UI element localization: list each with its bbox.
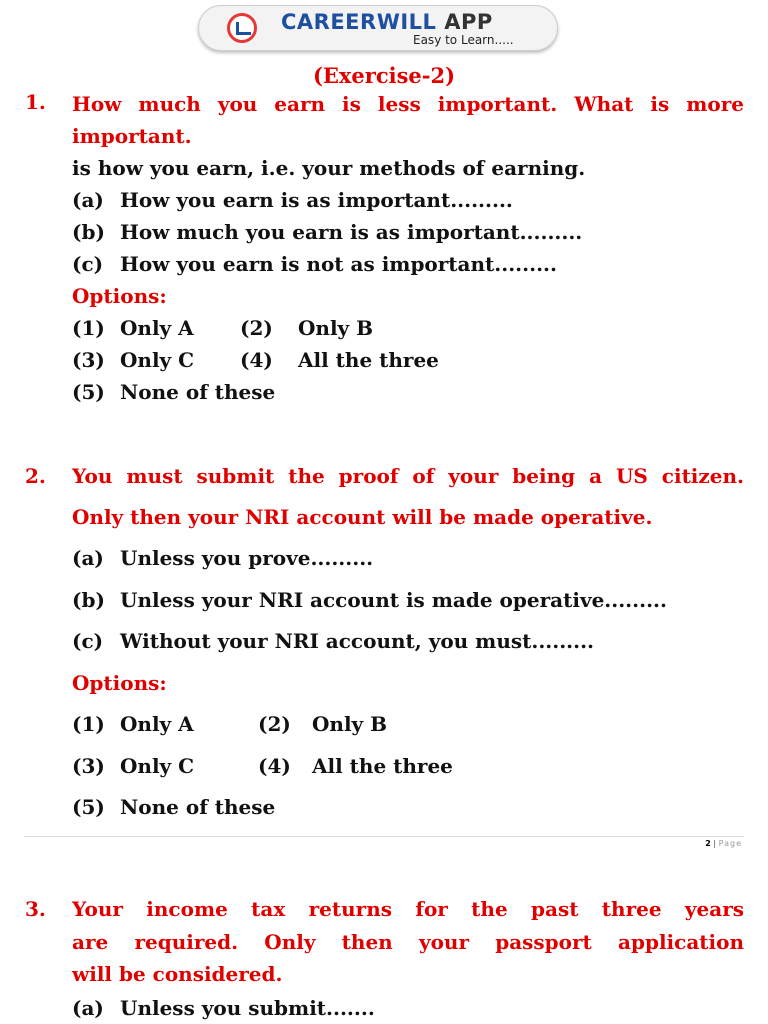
question-1-continuation: is how you earn, i.e. your methods of earning. xyxy=(72,156,586,180)
statement-label: (b) xyxy=(72,588,105,612)
option-text: None of these xyxy=(120,380,276,404)
q1-statement-a xyxy=(72,188,513,212)
question-2-text-line2: Only then your NRI account will be made operative. xyxy=(72,505,653,529)
option-text: Only A xyxy=(120,712,194,736)
statement-text: How much you earn is as important......... xyxy=(120,220,583,244)
question-3-text-line2: are required. Only then your passport application xyxy=(72,930,744,954)
option-text: None of these xyxy=(120,795,276,819)
question-2-number: 2. xyxy=(25,464,46,488)
q2-option-2 xyxy=(258,712,387,736)
statement-text: Unless your NRI account is made operative......... xyxy=(120,588,667,612)
option-text: Only A xyxy=(120,316,194,340)
statement-text: Without your NRI account, you must......... xyxy=(120,629,595,653)
q2-statement-b xyxy=(72,588,667,612)
q1-option-1 xyxy=(72,316,194,340)
page-footer xyxy=(705,839,742,848)
option-label: (1) xyxy=(72,316,105,340)
question-1-number: 1. xyxy=(25,90,46,114)
q1-option-5 xyxy=(72,380,275,404)
option-label: (1) xyxy=(72,712,105,736)
option-label: (2) xyxy=(240,316,273,340)
question-1-text-line1: How much you earn is less important. What is more xyxy=(72,92,744,116)
statement-label: (c) xyxy=(72,629,104,653)
option-label: (3) xyxy=(72,348,105,372)
option-label: (4) xyxy=(258,754,291,778)
statement-text: Unless you submit....... xyxy=(120,996,375,1020)
option-label: (5) xyxy=(72,380,105,404)
q3-statement-a xyxy=(72,996,375,1020)
q1-option-2 xyxy=(240,316,373,340)
option-text: Only B xyxy=(312,712,388,736)
page-divider xyxy=(24,836,744,837)
option-text: Only C xyxy=(120,348,195,372)
q2-statement-a xyxy=(72,546,373,570)
q1-statement-c xyxy=(72,252,557,276)
q1-statement-b xyxy=(72,220,582,244)
page-separator: | xyxy=(710,839,719,848)
logo-brand-part2: APP xyxy=(444,10,493,34)
option-text: All the three xyxy=(298,348,439,372)
q1-option-4 xyxy=(240,348,439,372)
question-3-number: 3. xyxy=(25,897,46,921)
option-text: Only B xyxy=(298,316,374,340)
q2-statement-c xyxy=(72,629,594,653)
option-label: (2) xyxy=(258,712,291,736)
question-2-text-line1: You must submit the proof of your being a US citizen. xyxy=(72,464,744,488)
option-label: (5) xyxy=(72,795,105,819)
logo-brand-part1: CAREERWILL xyxy=(281,10,437,34)
option-label: (4) xyxy=(240,348,273,372)
q2-option-5 xyxy=(72,795,275,819)
exercise-title: (Exercise-2) xyxy=(312,63,456,88)
page-label: Page xyxy=(718,839,742,848)
option-text: All the three xyxy=(312,754,453,778)
logo-brand xyxy=(281,10,493,34)
q2-options-heading: Options: xyxy=(72,671,167,695)
statement-text: How you earn is not as important......... xyxy=(120,252,557,276)
q1-options-heading: Options: xyxy=(72,284,167,308)
q1-option-3 xyxy=(72,348,194,372)
page-number: 2 xyxy=(705,839,711,848)
statement-label: (a) xyxy=(72,546,104,570)
option-text: Only C xyxy=(120,754,195,778)
statement-text: How you earn is as important......... xyxy=(120,188,513,212)
q2-option-4 xyxy=(258,754,453,778)
logo-mark-icon xyxy=(227,13,257,43)
statement-label: (c) xyxy=(72,252,104,276)
statement-label: (a) xyxy=(72,996,104,1020)
option-label: (3) xyxy=(72,754,105,778)
question-3-text-line1: Your income tax returns for the past three years xyxy=(72,897,744,921)
q2-option-3 xyxy=(72,754,194,778)
statement-label: (a) xyxy=(72,188,104,212)
q2-option-1 xyxy=(72,712,194,736)
logo-tagline: Easy to Learn..... xyxy=(413,33,514,47)
statement-text: Unless you prove......... xyxy=(120,546,374,570)
question-1-text-line2: important. xyxy=(72,124,192,148)
statement-label: (b) xyxy=(72,220,105,244)
careerwill-logo xyxy=(198,5,558,51)
question-3-text-line3: will be considered. xyxy=(72,962,283,986)
